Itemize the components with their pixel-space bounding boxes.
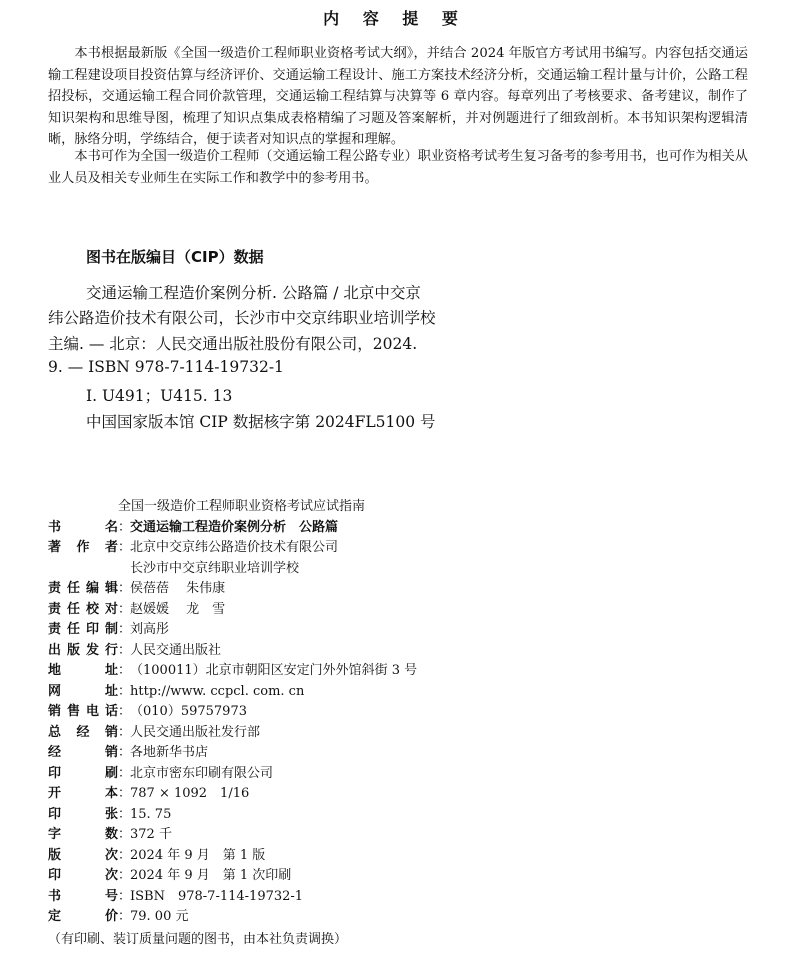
imprint-label: 总经销 (48, 724, 118, 740)
imprint-row (48, 600, 417, 621)
imprint-colon: ： (118, 642, 132, 658)
imprint-colon: ： (118, 868, 132, 883)
imprint-colon: ： (118, 847, 132, 863)
imprint-label: 著作者 (48, 540, 118, 555)
imprint-row (48, 518, 417, 539)
imprint-label: 责任校对 (48, 601, 118, 617)
imprint-row (48, 805, 417, 826)
imprint-row (48, 887, 417, 908)
imprint-value: 人民交通出版社 (130, 642, 222, 658)
imprint-label: 印张 (48, 806, 118, 822)
imprint-value: （010）59757973 (130, 704, 247, 719)
imprint-value: 刘高彤 (130, 622, 170, 637)
imprint-value: 侯蓓蓓 朱伟康 (130, 581, 226, 596)
imprint-colon: ： (118, 519, 132, 535)
imprint-row (48, 559, 417, 580)
imprint-colon: ： (118, 765, 132, 781)
imprint-rows (48, 518, 417, 928)
imprint-row (48, 682, 417, 703)
cip-line: 纬公路造价技术有限公司，长沙市中交京纬职业培训学校 (48, 309, 436, 327)
imprint-label: 经销 (48, 745, 118, 760)
imprint-row (48, 866, 417, 887)
imprint-label (48, 559, 118, 580)
imprint-colon: ： (118, 888, 132, 904)
imprint-value: （100011）北京市朝阳区安定门外外馆斜街 3 号 (130, 663, 418, 678)
imprint-colon (118, 559, 130, 580)
imprint-colon: ： (118, 806, 132, 822)
imprint-value: 长沙市中交京纬职业培训学校 (130, 560, 300, 576)
imprint-block (48, 497, 417, 947)
imprint-value: 北京市密东印刷有限公司 (130, 765, 274, 781)
imprint-label: 责任印制 (48, 622, 118, 637)
imprint-colon: ： (118, 724, 132, 740)
imprint-value: 2024 年 9 月 第 1 次印刷 (130, 868, 292, 883)
imprint-value: 各地新华书店 (130, 745, 209, 760)
imprint-colon: ： (118, 909, 132, 924)
imprint-colon: ： (118, 827, 132, 842)
imprint-label: 定价 (48, 909, 118, 924)
imprint-label: 出版发行 (48, 642, 118, 658)
imprint-value: 交通运输工程造价案例分析 公路篇 (130, 519, 339, 535)
cip-heading: 图书在版编目（CIP）数据 (86, 248, 264, 266)
imprint-value: 372 千 (130, 827, 172, 842)
imprint-colon: ： (118, 540, 132, 555)
imprint-colon: ： (118, 786, 132, 801)
imprint-row (48, 825, 417, 846)
imprint-value: 赵媛媛 龙 雪 (130, 601, 226, 617)
cip-line: 主编. — 北京：人民交通出版社股份有限公司，2024. (48, 335, 418, 353)
summary-paragraph: 本书根据最新版《全国一级造价工程师职业资格考试大纲》，并结合 2024 年版官方考试用书编写。内容包括交通运输工程建设项目投资估算与经济评价、交通运输工程设计、施工方案技术经济分析，交通运输工程计量与计价，公路工程招投标，交通运输工程合同价款管理，交通运输工程结算与决算等 6 章内容。每章列出了考核要求、备考建议，制作了知识架构和思维导图，梳理了知识点集成表格精编了习题及答案解析，并对例题进行了细致剖析。本书知识架构逻辑清晰，脉络分明，学练结合，便于读者对知识点的掌握和理解。 (48, 46, 748, 147)
imprint-label: 书名 (48, 519, 118, 535)
imprint-row (48, 538, 417, 559)
imprint-label: 开本 (48, 786, 118, 801)
imprint-row (48, 702, 417, 723)
imprint-colon: ： (118, 601, 132, 617)
imprint-label: 地址 (48, 663, 118, 678)
imprint-label: 网址 (48, 683, 118, 699)
imprint-row (48, 784, 417, 805)
imprint-label: 印刷 (48, 765, 118, 781)
imprint-row (48, 579, 417, 600)
imprint-colon: ： (118, 622, 132, 637)
imprint-row (48, 661, 417, 682)
imprint-value: 北京中交京纬公路造价技术有限公司 (130, 540, 339, 555)
imprint-row (48, 846, 417, 867)
imprint-row (48, 764, 417, 785)
quality-note: （有印刷、装订质量问题的图书，由本社负责调换） (48, 931, 348, 947)
imprint-value: http://www. ccpcl. com. cn (130, 683, 305, 699)
imprint-colon: ： (118, 683, 132, 699)
imprint-label: 印次 (48, 868, 118, 883)
series-name-text: 全国一级造价工程师职业资格考试应试指南 (118, 499, 366, 514)
imprint-value: 79. 00 元 (130, 909, 189, 924)
imprint-label: 销售电话 (48, 704, 118, 719)
imprint-row (48, 620, 417, 641)
imprint-label: 字数 (48, 827, 118, 842)
imprint-colon: ： (118, 663, 132, 678)
imprint-colon: ： (118, 581, 132, 596)
summary-heading: 内 容 提 要 (323, 9, 467, 28)
cip-line: 交通运输工程造价案例分析. 公路篇 / 北京中交京 (86, 284, 421, 302)
imprint-row (48, 743, 417, 764)
imprint-label: 版次 (48, 847, 118, 863)
imprint-value: ISBN 978-7-114-19732-1 (130, 888, 304, 904)
imprint-value: 人民交通出版社发行部 (130, 724, 261, 740)
summary-paragraph: 本书可作为全国一级造价工程师（交通运输工程公路专业）职业资格考试考生复习备考的参考用书，也可作为相关从业人员及相关专业师生在实际工作和教学中的参考用书。 (48, 149, 748, 186)
imprint-colon: ： (118, 704, 132, 719)
imprint-label: 书号 (48, 888, 118, 904)
imprint-value: 787 × 1092 1/16 (130, 786, 250, 801)
imprint-value: 2024 年 9 月 第 1 版 (130, 847, 266, 863)
cip-line: 中国国家版本馆 CIP 数据核字第 2024FL5100 号 (86, 413, 436, 431)
cip-line: Ⅰ. U491；U415. 13 (86, 387, 233, 405)
imprint-colon: ： (118, 745, 132, 760)
imprint-row (48, 641, 417, 662)
imprint-row (48, 907, 417, 928)
imprint-row (48, 723, 417, 744)
imprint-value: 15. 75 (130, 806, 172, 822)
cip-line: 9. — ISBN 978-7-114-19732-1 (48, 358, 284, 376)
imprint-label: 责任编辑 (48, 581, 118, 596)
series-name (48, 497, 417, 518)
